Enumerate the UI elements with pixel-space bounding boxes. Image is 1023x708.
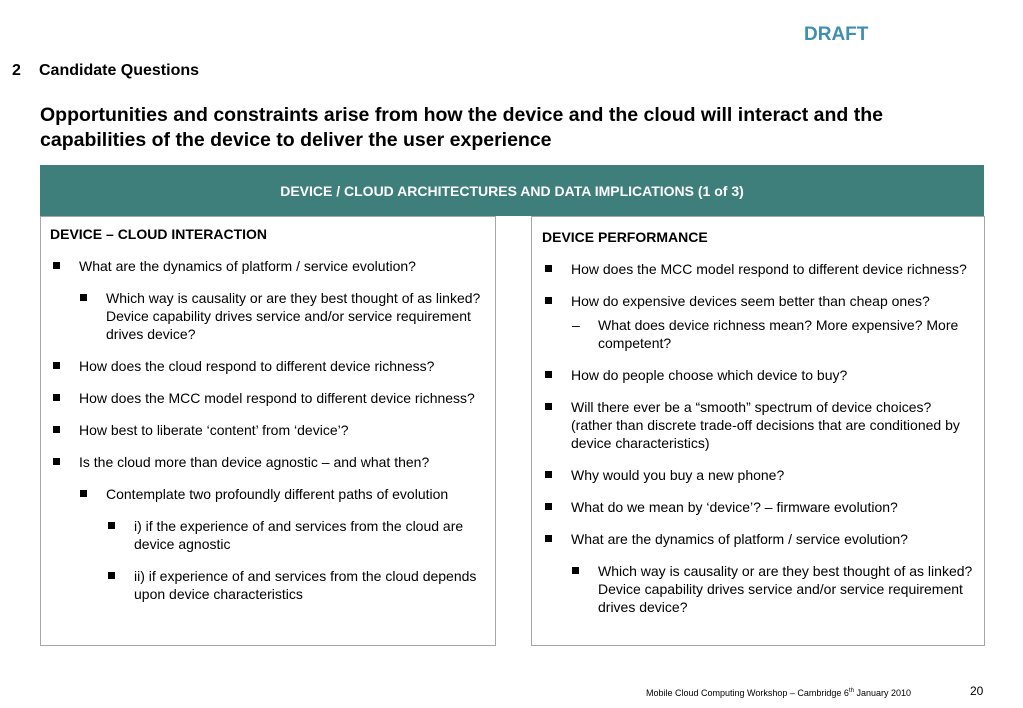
list-item: Will there ever be a “smooth” spectrum of device choices? (rather than discrete trade-off decisions that are conditioned by device characteristics) xyxy=(542,398,976,452)
device-performance-panel xyxy=(531,216,985,646)
list-item: Contemplate two profoundly different paths of evolution xyxy=(50,485,487,503)
list-item: Why would you buy a new phone? xyxy=(542,466,976,484)
list-item: How does the cloud respond to different device richness? xyxy=(50,357,487,375)
section-number: 2 xyxy=(12,62,21,79)
list-item: How do people choose which device to buy? xyxy=(542,366,976,384)
section-heading xyxy=(12,62,199,80)
list-item: Is the cloud more than device agnostic – and what then? xyxy=(50,453,487,471)
list-item: How does the MCC model respond to different device richness? xyxy=(50,389,487,407)
square-bullet-icon xyxy=(545,265,552,272)
square-bullet-icon xyxy=(53,426,60,433)
page-number: 20 xyxy=(970,684,984,698)
panel-title: DEVICE PERFORMANCE xyxy=(542,229,708,245)
banner-title: DEVICE / CLOUD ARCHITECTURES AND DATA IMPLICATIONS (1 of 3) xyxy=(40,165,984,216)
square-bullet-icon xyxy=(53,458,60,465)
square-bullet-icon xyxy=(572,567,579,574)
list-item: How do expensive devices seem better than cheap ones? xyxy=(542,292,976,310)
slide-headline: Opportunities and constraints arise from how the device and the cloud will interact and the capabilities of the device to deliver the user experience xyxy=(40,104,883,151)
list-item: i) if the experience of and services from the cloud are device agnostic xyxy=(50,517,487,553)
list-item: How does the MCC model respond to different device richness? xyxy=(542,260,976,278)
list-item: ii) if experience of and services from the cloud depends upon device characteristics xyxy=(50,567,487,603)
list-item: – What does device richness mean? More expensive? More competent? xyxy=(572,317,959,351)
list-item: What do we mean by ‘device’? – firmware evolution? xyxy=(542,498,976,516)
section-title: Candidate Questions xyxy=(39,62,200,79)
square-bullet-icon xyxy=(53,394,60,401)
dash-bullet-icon: – xyxy=(572,317,580,333)
list-item: Which way is causality or are they best thought of as linked? Device capability drives service and/or service requirement drives device? xyxy=(50,289,487,343)
square-bullet-icon xyxy=(108,572,115,579)
square-bullet-icon xyxy=(80,294,87,301)
panel-title: DEVICE – CLOUD INTERACTION xyxy=(50,226,268,242)
square-bullet-icon xyxy=(545,535,552,542)
list-item: Which way is causality or are they best thought of as linked? Device capability drives service and/or service requirement drives device? xyxy=(542,562,976,616)
square-bullet-icon xyxy=(545,503,552,510)
list-item: What are the dynamics of platform / service evolution? xyxy=(542,530,976,548)
square-bullet-icon xyxy=(545,297,552,304)
square-bullet-icon xyxy=(80,490,87,497)
list-item: How best to liberate ‘content’ from ‘device’? xyxy=(50,421,487,439)
draft-label: DRAFT xyxy=(804,24,869,45)
list-item: What are the dynamics of platform / service evolution? xyxy=(50,257,487,275)
square-bullet-icon xyxy=(53,262,60,269)
square-bullet-icon xyxy=(108,522,115,529)
footer-text: Mobile Cloud Computing Workshop – Cambridge 6th January 2010 xyxy=(646,688,911,698)
device-cloud-interaction-panel xyxy=(40,216,496,646)
square-bullet-icon xyxy=(53,362,60,369)
square-bullet-icon xyxy=(545,403,552,410)
square-bullet-icon xyxy=(545,371,552,378)
square-bullet-icon xyxy=(545,471,552,478)
